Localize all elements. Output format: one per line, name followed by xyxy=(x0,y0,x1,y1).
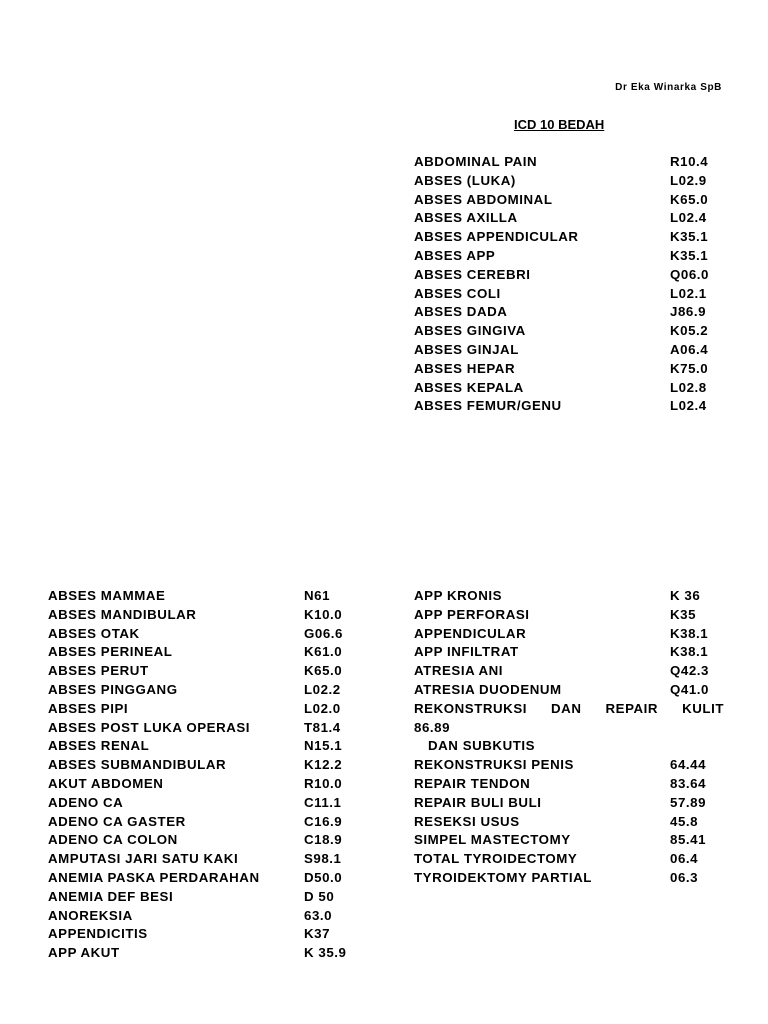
list-item-wrapped xyxy=(414,719,724,738)
diagnosis-name: ABSES (LUKA) xyxy=(414,172,516,188)
diagnosis-name: ABSES AXILLA xyxy=(414,210,518,226)
icd-code: C11.1 xyxy=(304,794,342,810)
icd-code: 83.64 xyxy=(670,775,707,791)
list-item xyxy=(48,850,342,869)
list-item xyxy=(48,606,343,625)
diagnosis-name: ABSES APPENDICULAR xyxy=(414,229,579,245)
list-item xyxy=(48,944,347,963)
icd-code: K75.0 xyxy=(670,360,709,376)
diagnosis-name: ABSES ABDOMINAL xyxy=(414,191,553,207)
diagnosis-name: ABSES DADA xyxy=(414,304,508,320)
list-item xyxy=(414,756,724,775)
procedure-name: APP INFILTRAT xyxy=(414,644,519,660)
diagnosis-name: ABSES FEMUR/GENU xyxy=(414,398,562,414)
diagnosis-name: ABSES RENAL xyxy=(48,738,150,754)
icd-code: K35.1 xyxy=(670,229,709,245)
icd-code: K12.2 xyxy=(304,757,343,773)
icd-list-top xyxy=(414,153,709,416)
list-item xyxy=(414,587,724,606)
icd-code: L02.8 xyxy=(670,379,707,395)
diagnosis-name: ADENO CA COLON xyxy=(48,832,178,848)
procedure-name-line3: DAN SUBKUTIS xyxy=(428,738,536,754)
list-item xyxy=(414,625,724,644)
icd-code: K05.2 xyxy=(670,323,709,339)
diagnosis-name: ABSES PERINEAL xyxy=(48,644,173,660)
list-item-wrapped xyxy=(414,737,724,756)
icd-code: L02.4 xyxy=(670,210,707,226)
list-item xyxy=(414,228,709,247)
icd-code: A06.4 xyxy=(670,341,709,357)
icd-code: K38.1 xyxy=(670,625,709,641)
icd-code: K10.0 xyxy=(304,606,343,622)
list-item xyxy=(414,285,707,304)
list-item-wrapped xyxy=(414,700,724,719)
procedure-name: RESEKSI USUS xyxy=(414,813,520,829)
icd-code: 06.4 xyxy=(670,851,699,867)
icd-code: K35 xyxy=(670,606,697,622)
icd-code: 06.3 xyxy=(670,869,699,885)
list-item xyxy=(414,303,707,322)
diagnosis-name: ABSES OTAK xyxy=(48,625,140,641)
list-item xyxy=(48,625,343,644)
diagnosis-name: ANEMIA DEF BESI xyxy=(48,888,174,904)
list-item xyxy=(414,172,707,191)
diagnosis-name: ABSES MANDIBULAR xyxy=(48,606,197,622)
list-item xyxy=(414,209,707,228)
list-item xyxy=(414,266,709,285)
icd-code: T81.4 xyxy=(304,719,341,735)
list-item xyxy=(414,247,709,266)
icd-code: K65.0 xyxy=(304,663,343,679)
diagnosis-name: ABSES PINGGANG xyxy=(48,681,178,697)
procedure-code-line2: 86.89 xyxy=(414,719,451,735)
icd-code: 85.41 xyxy=(670,832,707,848)
icd-code: K38.1 xyxy=(670,644,709,660)
list-item xyxy=(48,794,342,813)
procedure-name: APP PERFORASI xyxy=(414,606,530,622)
list-item xyxy=(48,907,333,926)
icd-code: Q41.0 xyxy=(670,681,709,697)
list-item xyxy=(414,379,707,398)
diagnosis-name: ABSES COLI xyxy=(414,285,501,301)
list-item xyxy=(414,153,709,172)
list-item xyxy=(414,397,707,416)
list-item xyxy=(48,869,343,888)
list-item xyxy=(414,322,709,341)
list-item xyxy=(48,737,343,756)
list-item xyxy=(48,681,341,700)
list-item xyxy=(414,662,724,681)
procedure-name: TOTAL TYROIDECTOMY xyxy=(414,851,578,867)
icd-list-left xyxy=(48,587,347,963)
document-title: ICD 10 BEDAH xyxy=(514,117,605,132)
procedure-name: REPAIR BULI BULI xyxy=(414,794,542,810)
list-item xyxy=(414,850,724,869)
icd-code: D 50 xyxy=(304,888,335,904)
icd-code: Q42.3 xyxy=(670,663,709,679)
diagnosis-name: ABSES CEREBRI xyxy=(414,266,531,282)
icd-code: G06.6 xyxy=(304,625,343,641)
icd-code: K37 xyxy=(304,926,331,942)
icd-code: L02.9 xyxy=(670,172,707,188)
list-item xyxy=(414,681,724,700)
icd-code: K65.0 xyxy=(670,191,709,207)
list-item xyxy=(48,700,341,719)
procedure-name: ATRESIA ANI xyxy=(414,663,504,679)
icd-code: L02.0 xyxy=(304,700,341,716)
procedure-name: APPENDICULAR xyxy=(414,625,527,641)
list-item xyxy=(414,606,724,625)
list-item xyxy=(414,831,724,850)
icd-code: C16.9 xyxy=(304,813,343,829)
icd-code: L02.4 xyxy=(670,398,707,414)
list-item xyxy=(414,360,709,379)
list-item xyxy=(414,341,709,360)
author-name: Dr Eka Winarka SpB xyxy=(615,82,722,93)
icd-code: L02.2 xyxy=(304,681,341,697)
list-item xyxy=(414,794,724,813)
icd-code: 57.89 xyxy=(670,794,707,810)
procedure-name: REPAIR TENDON xyxy=(414,775,531,791)
icd-code: 63.0 xyxy=(304,907,333,923)
list-item xyxy=(414,869,724,888)
list-item xyxy=(48,775,343,794)
diagnosis-name: ABSES SUBMANDIBULAR xyxy=(48,757,227,773)
diagnosis-name: ABSES PIPI xyxy=(48,700,129,716)
diagnosis-name: ABSES HEPAR xyxy=(414,360,516,376)
icd-code: R10.0 xyxy=(304,775,343,791)
diagnosis-name: ABSES KEPALA xyxy=(414,379,524,395)
diagnosis-name: ABSES POST LUKA OPERASI xyxy=(48,719,251,735)
diagnosis-name: APPENDICITIS xyxy=(48,926,148,942)
diagnosis-name: ADENO CA xyxy=(48,794,124,810)
icd-code: N15.1 xyxy=(304,738,343,754)
diagnosis-name: ABDOMINAL PAIN xyxy=(414,154,538,169)
procedure-name: APP KRONIS xyxy=(414,588,503,603)
icd-code: K35.1 xyxy=(670,247,709,263)
icd-code: 45.8 xyxy=(670,813,699,829)
list-item xyxy=(48,662,343,681)
diagnosis-name: ADENO CA GASTER xyxy=(48,813,186,829)
list-item xyxy=(48,643,343,662)
list-item xyxy=(414,813,724,832)
diagnosis-name: ABSES APP xyxy=(414,247,496,263)
diagnosis-name: ABSES MAMMAE xyxy=(48,588,166,603)
diagnosis-name: AMPUTASI JARI SATU KAKI xyxy=(48,851,239,867)
diagnosis-name: ANEMIA PASKA PERDARAHAN xyxy=(48,869,260,885)
icd-list-right xyxy=(414,587,724,888)
icd-code: Q06.0 xyxy=(670,266,709,282)
icd-code: C18.9 xyxy=(304,832,343,848)
procedure-name: SIMPEL MASTECTOMY xyxy=(414,832,571,848)
procedure-name: REKONSTRUKSI PENIS xyxy=(414,757,574,773)
procedure-name: TYROIDEKTOMY PARTIAL xyxy=(414,869,592,885)
icd-code: S98.1 xyxy=(304,851,342,867)
list-item xyxy=(414,191,709,210)
icd-code: K 35.9 xyxy=(304,945,347,961)
icd-code: D50.0 xyxy=(304,869,343,885)
list-item xyxy=(48,756,343,775)
diagnosis-name: ABSES GINJAL xyxy=(414,341,519,357)
icd-code: L02.1 xyxy=(670,285,707,301)
icd-code: N61 xyxy=(304,588,331,603)
list-item xyxy=(48,888,335,907)
list-item xyxy=(48,831,343,850)
icd-code: 64.44 xyxy=(670,757,707,773)
list-item xyxy=(48,813,343,832)
icd-code: K 36 xyxy=(670,588,701,603)
diagnosis-name: ABSES GINGIVA xyxy=(414,323,526,339)
icd-code: R10.4 xyxy=(670,154,709,169)
procedure-name-line1: REKONSTRUKSI DAN REPAIR KULIT xyxy=(414,700,724,716)
diagnosis-name: AKUT ABDOMEN xyxy=(48,775,164,791)
icd-code: J86.9 xyxy=(670,304,707,320)
icd-code: K61.0 xyxy=(304,644,343,660)
list-item xyxy=(414,775,724,794)
procedure-name: ATRESIA DUODENUM xyxy=(414,681,562,697)
list-item xyxy=(48,587,331,606)
list-item xyxy=(414,643,724,662)
list-item xyxy=(48,719,341,738)
list-item xyxy=(48,925,331,944)
diagnosis-name: ABSES PERUT xyxy=(48,663,149,679)
diagnosis-name: APP AKUT xyxy=(48,945,120,961)
diagnosis-name: ANOREKSIA xyxy=(48,907,133,923)
